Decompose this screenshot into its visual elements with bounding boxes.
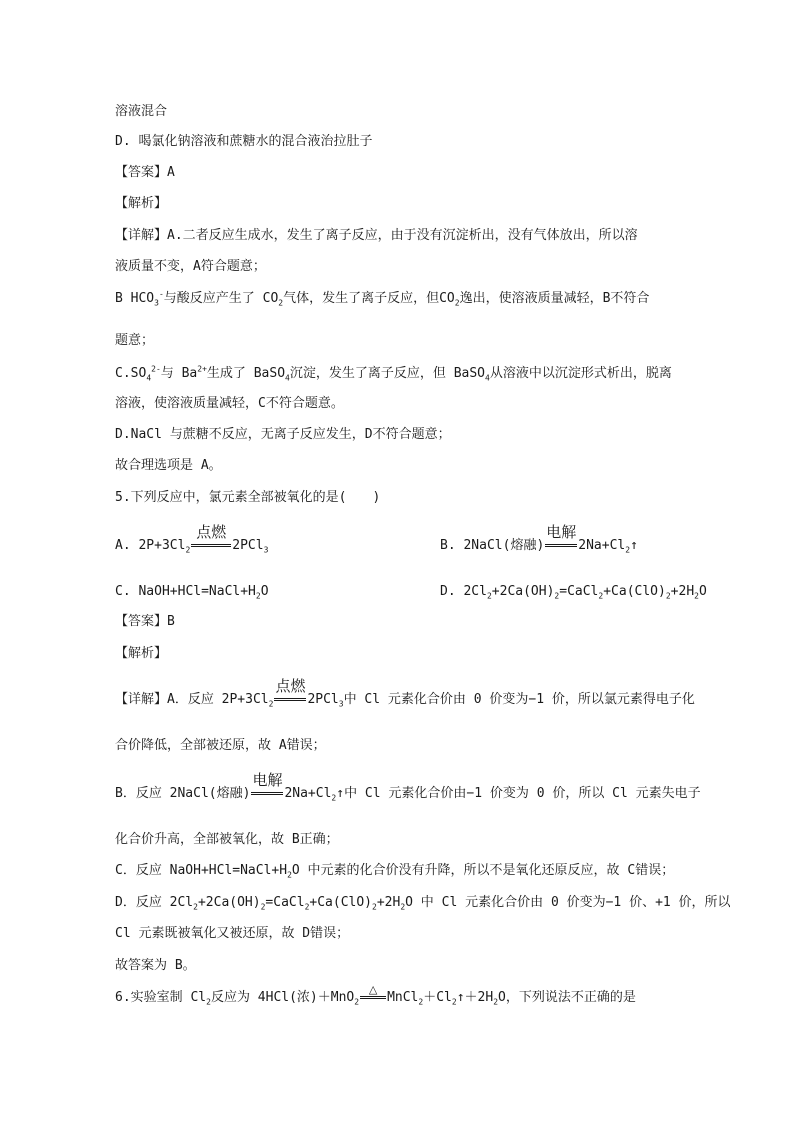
text: 生成了 BaSO bbox=[206, 366, 286, 381]
subscript: 2 bbox=[400, 902, 406, 912]
text: =CaCl bbox=[265, 895, 305, 910]
subscript: 2 bbox=[287, 870, 292, 880]
subscript: 3 bbox=[338, 699, 344, 709]
condition-label: 电解 bbox=[546, 523, 577, 541]
text: O，下列说法不正确的是 bbox=[498, 990, 636, 1005]
option-d-text bbox=[115, 134, 372, 150]
text: 2PCl bbox=[307, 692, 339, 707]
explanation-line bbox=[115, 832, 339, 848]
text: 溶液，使溶液质量减轻，C不符合题意。 bbox=[115, 396, 344, 411]
text: O bbox=[698, 584, 707, 599]
explanation-line bbox=[115, 738, 326, 754]
subscript: 2 bbox=[354, 997, 360, 1007]
subscript: 4 bbox=[485, 373, 490, 383]
explanation-line bbox=[115, 427, 451, 443]
text: 故答案为 B。 bbox=[115, 958, 196, 973]
text: B．反应 2NaCl(熔融) bbox=[115, 786, 251, 801]
text: 【解析】 bbox=[115, 196, 168, 211]
answer-label bbox=[115, 165, 175, 181]
text: =CaCl bbox=[559, 584, 599, 599]
text: +Ca(ClO) bbox=[309, 895, 373, 910]
option-a bbox=[115, 523, 269, 555]
text: 故合理选项是 A。 bbox=[115, 458, 222, 473]
heat-symbol: △ bbox=[368, 983, 378, 996]
text: MnCl bbox=[387, 990, 419, 1005]
text: 从溶液中以沉淀形式析出，脱离 bbox=[489, 366, 672, 381]
question-5-stem bbox=[115, 490, 380, 506]
text: A. 2P+3Cl bbox=[115, 538, 186, 553]
superscript: 2+ bbox=[197, 364, 207, 374]
text: 【详解】A.二者反应生成水，发生了离子反应，由于没有沉淀析出，没有气体放出，所以溶 bbox=[115, 228, 638, 243]
text: 2Na+Cl bbox=[578, 538, 626, 553]
explanation-line bbox=[115, 396, 344, 412]
text: 化合价升高，全部被氧化，故 B正确； bbox=[115, 832, 339, 847]
text: 【详解】A．反应 2P+3Cl bbox=[115, 692, 269, 707]
text: 2Na+Cl bbox=[284, 786, 332, 801]
text: 题意； bbox=[115, 333, 155, 348]
equals-sign bbox=[545, 544, 577, 547]
subscript: 2 bbox=[454, 298, 460, 308]
subscript: 2 bbox=[694, 591, 699, 601]
text: 2PCl bbox=[232, 538, 264, 553]
subscript: 2 bbox=[451, 997, 457, 1007]
subscript: 2 bbox=[625, 545, 631, 555]
text: ＋Cl bbox=[423, 990, 452, 1005]
subscript: 3 bbox=[263, 545, 269, 555]
subscript: 2 bbox=[185, 545, 191, 555]
text: C.SO bbox=[115, 366, 147, 381]
subscript: 4 bbox=[146, 373, 152, 383]
subscript: 4 bbox=[285, 373, 290, 383]
text: O bbox=[260, 584, 269, 599]
explanation-line bbox=[115, 863, 674, 879]
subscript: 2 bbox=[278, 298, 284, 308]
text: 【解析】 bbox=[115, 646, 168, 661]
subscript: 2 bbox=[486, 591, 492, 601]
text: 与酸反应产生了 CO bbox=[163, 291, 279, 306]
reaction-condition-arrow bbox=[359, 983, 387, 1006]
superscript: 2- bbox=[151, 364, 161, 374]
text: B HCO bbox=[115, 291, 155, 306]
condition-label: 电解 bbox=[252, 771, 283, 789]
explanation-line bbox=[115, 228, 638, 244]
answer-label bbox=[115, 614, 175, 630]
explanation-line bbox=[115, 291, 649, 307]
text: +2Ca(OH) bbox=[197, 895, 261, 910]
subscript: 2 bbox=[255, 591, 261, 601]
text: D．反应 2Cl bbox=[115, 895, 194, 910]
text: D. 2Cl bbox=[440, 584, 487, 599]
text: 【答案】B bbox=[115, 614, 175, 629]
explanation-line bbox=[115, 895, 731, 911]
text: 逸出，使溶液质量减轻，B不符合 bbox=[459, 291, 650, 306]
text: 合价降低，全部被还原，故 A错误； bbox=[115, 738, 326, 753]
condition-label: 点燃 bbox=[275, 677, 306, 695]
conclusion-line bbox=[115, 958, 196, 974]
text: ↑中 Cl 元素化合价由−1 价变为 0 价，所以 Cl 元素失电子 bbox=[336, 786, 701, 801]
subscript: 2 bbox=[418, 997, 424, 1007]
subscript: 2 bbox=[268, 699, 274, 709]
text: +2H bbox=[376, 895, 401, 910]
explanation-line bbox=[115, 366, 672, 382]
text: C. NaOH+HCl=NaCl+H bbox=[115, 584, 256, 599]
equals-sign bbox=[274, 698, 306, 701]
option-b bbox=[440, 523, 638, 555]
explanation-line bbox=[115, 926, 349, 942]
question-6-stem bbox=[115, 983, 636, 1007]
subscript: 3 bbox=[154, 298, 159, 308]
explanation-line bbox=[115, 333, 154, 349]
text: +Ca(ClO) bbox=[603, 584, 666, 599]
analysis-label bbox=[115, 196, 167, 212]
text: 沉淀，发生了离子反应，但 BaSO bbox=[289, 366, 486, 381]
text: 液质量不变，A符合题意； bbox=[115, 259, 266, 274]
condition-label: 点燃 bbox=[196, 523, 227, 541]
text: +2Ca(OH) bbox=[491, 584, 555, 599]
subscript: 2 bbox=[372, 902, 377, 912]
text: +2H bbox=[670, 584, 695, 599]
equals-sign bbox=[251, 792, 283, 795]
text: 中 Cl 元素化合价由 0 价变为−1 价，所以氯元素得电子化 bbox=[343, 692, 695, 707]
text: Cl 元素既被氧化又被还原，故 D错误； bbox=[115, 926, 350, 941]
text: 气体，发生了离子反应，但CO bbox=[283, 291, 455, 306]
equals-sign bbox=[191, 544, 231, 547]
subscript: 2 bbox=[493, 997, 499, 1007]
text: 溶液混合 bbox=[115, 104, 168, 119]
text: D. 喝氯化钠溶液和蔗糖水的混合液治拉肚子 bbox=[115, 134, 373, 149]
text: 与 Ba bbox=[160, 366, 198, 381]
subscript: 2 bbox=[598, 591, 604, 601]
text: B. 2NaCl(熔融) bbox=[440, 538, 545, 553]
text: D.NaCl 与蔗糖不反应，无离子反应发生，D不符合题意； bbox=[115, 427, 451, 442]
reaction-condition-arrow bbox=[273, 677, 307, 708]
subscript: 2 bbox=[304, 902, 310, 912]
subscript: 2 bbox=[554, 591, 560, 601]
text: 反应为 4HCl(浓)＋MnO bbox=[210, 990, 355, 1005]
text: O 中元素的化合价没有升降，所以不是氧化还原反应，故 C错误； bbox=[291, 863, 675, 878]
subscript: 2 bbox=[331, 793, 337, 803]
text: O 中 Cl 元素化合价由 0 价变为−1 价、+1 价，所以 bbox=[405, 895, 731, 910]
option-c bbox=[115, 584, 269, 600]
subscript: 2 bbox=[206, 997, 211, 1007]
analysis-label bbox=[115, 646, 167, 662]
reaction-condition-arrow bbox=[544, 523, 578, 554]
text: ↑＋2H bbox=[456, 990, 494, 1005]
text: 【答案】A bbox=[115, 165, 175, 180]
explanation-line bbox=[115, 677, 695, 709]
subscript: 2 bbox=[193, 902, 198, 912]
conclusion-line bbox=[115, 458, 222, 474]
text: 5.下列反应中，氯元素全部被氧化的是( ) bbox=[115, 490, 381, 505]
text: C．反应 NaOH+HCl=NaCl+H bbox=[115, 863, 288, 878]
explanation-line bbox=[115, 771, 701, 803]
subscript: 2 bbox=[665, 591, 671, 601]
text: ↑ bbox=[630, 538, 638, 553]
option-d bbox=[440, 584, 707, 600]
reaction-condition-arrow bbox=[250, 771, 284, 802]
reaction-condition-arrow bbox=[190, 523, 232, 554]
text: 6.实验室制 Cl bbox=[115, 990, 207, 1005]
superscript: - bbox=[158, 289, 164, 299]
subscript: 2 bbox=[260, 902, 266, 912]
explanation-line bbox=[115, 259, 266, 275]
text-line bbox=[115, 104, 167, 120]
